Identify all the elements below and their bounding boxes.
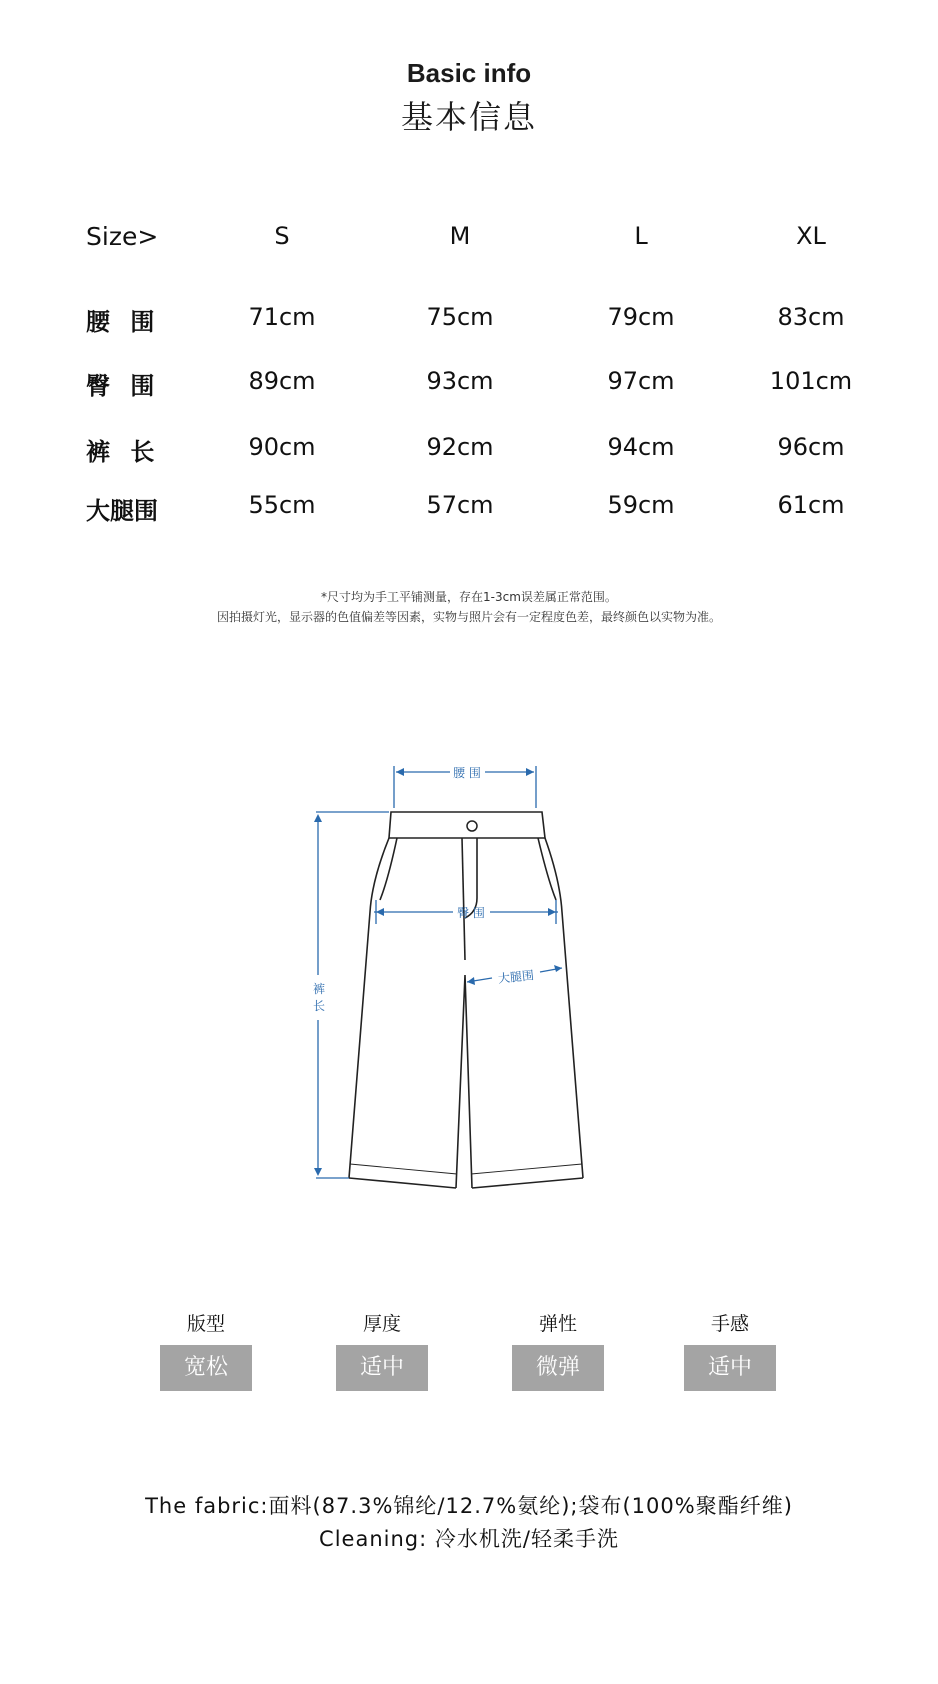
size-table	[0, 0, 938, 560]
table-cell: 96cm	[777, 433, 845, 461]
table-cell: 57cm	[426, 491, 494, 519]
hip-measure-label: 臀 围	[457, 906, 485, 920]
table-cell: 83cm	[777, 303, 845, 331]
table-cell: 90cm	[248, 433, 316, 461]
cleaning-instructions: Cleaning: 冷水机洗/轻柔手洗	[319, 1527, 619, 1551]
size-header-m: M	[449, 222, 471, 250]
table-cell: 61cm	[777, 491, 845, 519]
attr-value-thickness: 适中	[336, 1345, 428, 1391]
pants-measurement-diagram	[280, 755, 620, 1215]
fabric-composition: The fabric:面料(87.3%锦纶/12.7%氨纶);袋布(100%聚酯纤维)	[145, 1494, 793, 1518]
table-cell: 59cm	[607, 491, 675, 519]
row-label-waist: 腰 围	[86, 308, 161, 336]
table-cell: 94cm	[607, 433, 675, 461]
thigh-measure-label: 大腿围	[497, 968, 535, 986]
size-corner-label: Size>	[86, 222, 159, 251]
table-cell: 75cm	[426, 303, 494, 331]
table-cell: 101cm	[769, 367, 853, 395]
table-cell: 97cm	[607, 367, 675, 395]
pants-outline	[349, 812, 583, 1188]
size-header-xl: XL	[796, 222, 826, 250]
measurement-note: *尺寸均为手工平铺测量，存在1-3cm误差属正常范围。	[321, 590, 617, 604]
button-icon	[467, 821, 477, 831]
table-cell: 79cm	[607, 303, 675, 331]
attr-label-fit: 版型	[186, 1313, 225, 1335]
page-title-zh: 基本信息	[400, 98, 537, 136]
row-label-thigh: 大腿围	[86, 497, 158, 525]
attr-label-touch: 手感	[710, 1313, 749, 1335]
attr-value-touch: 适中	[684, 1345, 776, 1391]
table-cell: 93cm	[426, 367, 494, 395]
color-note: 因拍摄灯光，显示器的色值偏差等因素，实物与照片会有一定程度色差，最终颜色以实物为准。	[216, 610, 721, 624]
size-header-l: L	[634, 222, 648, 250]
attr-label-thickness: 厚度	[362, 1313, 401, 1335]
table-cell: 89cm	[248, 367, 316, 395]
page-title-en: Basic info	[406, 58, 532, 88]
row-label-length: 裤 长	[86, 438, 161, 466]
length-measure-label-1: 裤	[312, 982, 326, 996]
attr-value-fit: 宽松	[160, 1345, 252, 1391]
table-cell: 92cm	[426, 433, 494, 461]
attr-value-elasticity: 微弹	[512, 1345, 604, 1391]
attr-label-elasticity: 弹性	[538, 1313, 577, 1335]
row-label-hip: 臀 围	[86, 372, 161, 400]
table-cell: 55cm	[248, 491, 316, 519]
size-header-s: S	[274, 222, 290, 250]
table-cell: 71cm	[248, 303, 316, 331]
waist-measure-label: 腰 围	[453, 766, 481, 780]
length-measure-label-2: 长	[312, 999, 326, 1013]
